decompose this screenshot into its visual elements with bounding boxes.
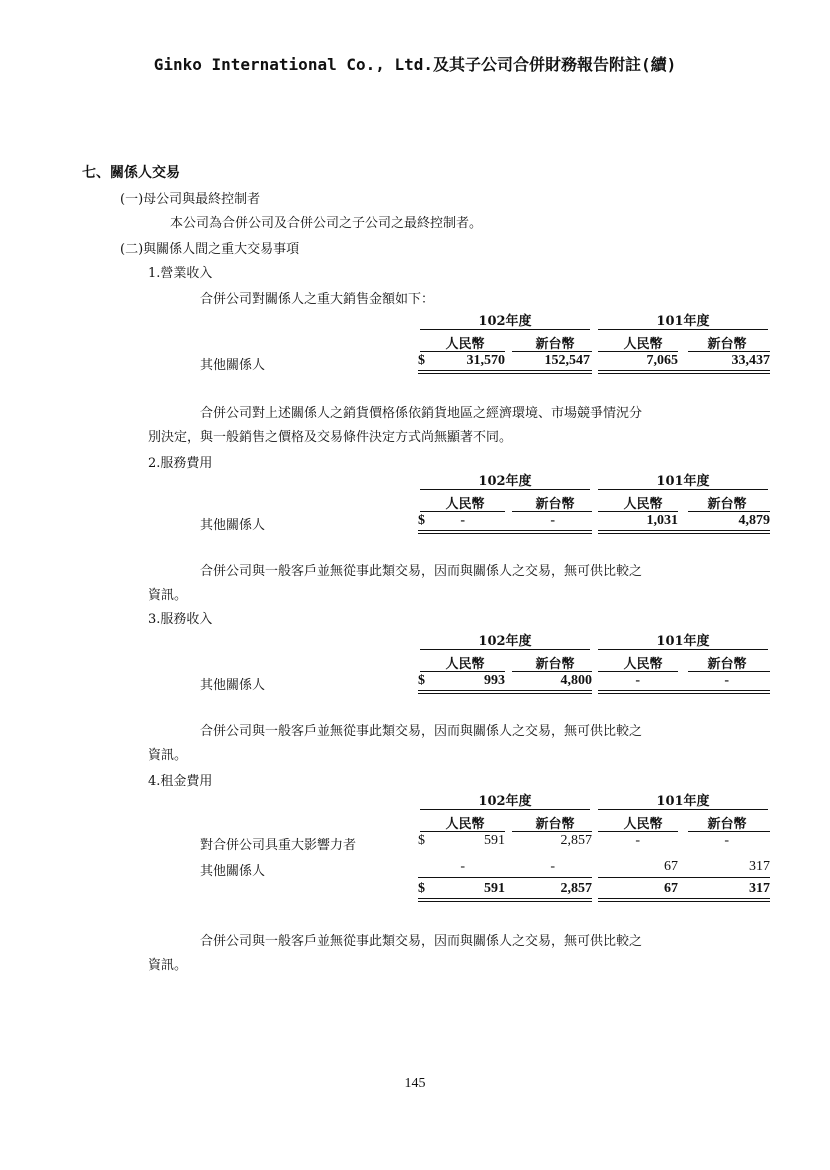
ntd-header: 新台幣 — [535, 337, 575, 352]
ntd-header: 新台幣 — [707, 337, 747, 352]
page-header: Ginko International Co., Ltd.及其子公司合併財務報告附註(續) — [153, 55, 677, 74]
cell-rmb-101: - — [635, 833, 640, 848]
cell-ntd-102: - — [550, 513, 555, 528]
cell-rmb-102: 993 — [484, 673, 505, 688]
cell-rmb-101: - — [635, 673, 640, 688]
rmb-header: 人民幣 — [623, 497, 663, 512]
total-ntd-101: 317 — [749, 881, 770, 896]
ntd-header: 新台幣 — [707, 497, 747, 512]
cell-ntd-101: 317 — [749, 859, 770, 874]
rent-expense-note-line1: 合併公司與一般客戶並無從事此類交易，因而與關係人之交易，無可供比較之 — [200, 934, 643, 949]
service-expense-note-line2: 資訊。 — [148, 588, 188, 603]
year-101-header: 101年度 — [656, 314, 710, 329]
service-income-note-line1: 合併公司與一般客戶並無從事此類交易，因而與關係人之交易，無可供比較之 — [200, 724, 643, 739]
rmb-header: 人民幣 — [445, 817, 485, 832]
cell-rmb-102: - — [460, 513, 465, 528]
cell-ntd-102: 4,800 — [560, 673, 592, 688]
year-102-header: 102年度 — [478, 474, 532, 489]
page-number: 145 — [404, 1076, 426, 1091]
rmb-header: 人民幣 — [623, 657, 663, 672]
total-rmb-101: 67 — [664, 881, 678, 896]
year-101-header: 101年度 — [656, 634, 710, 649]
currency-sign: $ — [418, 881, 425, 896]
parent-heading: (一)母公司與最終控制者 — [120, 192, 261, 207]
cell-ntd-102: 2,857 — [560, 833, 592, 848]
rmb-header: 人民幣 — [623, 817, 663, 832]
total-ntd-102: 2,857 — [560, 881, 592, 896]
rmb-header: 人民幣 — [445, 657, 485, 672]
rmb-header: 人民幣 — [445, 497, 485, 512]
cell-ntd-101: - — [724, 673, 729, 688]
cell-rmb-102: - — [460, 859, 465, 874]
cell-ntd-102: 152,547 — [544, 353, 590, 368]
service-income-note-line2: 資訊。 — [148, 748, 188, 763]
cell-rmb-101: 7,065 — [646, 353, 678, 368]
ntd-header: 新台幣 — [707, 657, 747, 672]
year-101-header: 101年度 — [656, 474, 710, 489]
service-expense-title: 2.服務費用 — [148, 456, 213, 471]
rmb-header: 人民幣 — [623, 337, 663, 352]
year-102-header: 102年度 — [478, 794, 532, 809]
revenue-note-line2: 別決定，與一般銷售之價格及交易條件決定方式尚無顯著不同。 — [148, 430, 513, 445]
year-102-header: 102年度 — [478, 634, 532, 649]
rmb-header: 人民幣 — [445, 337, 485, 352]
revenue-note-line1: 合併公司對上述關係人之銷貨價格係依銷貨地區之經濟環境、市場競爭情況分 — [200, 406, 643, 421]
row-label: 其他關係人 — [200, 518, 266, 533]
ntd-header: 新台幣 — [535, 497, 575, 512]
transactions-heading: (二)與關係人間之重大交易事項 — [120, 242, 300, 257]
ntd-header: 新台幣 — [535, 657, 575, 672]
cell-rmb-101: 1,031 — [646, 513, 678, 528]
row-label: 對合併公司具重大影響力者 — [200, 838, 357, 853]
section-title: 七、關係人交易 — [82, 165, 180, 181]
total-rmb-102: 591 — [484, 881, 505, 896]
year-102-header: 102年度 — [478, 314, 532, 329]
cell-ntd-101: - — [724, 833, 729, 848]
currency-sign: $ — [418, 833, 425, 848]
currency-sign: $ — [418, 513, 425, 528]
cell-ntd-102: - — [550, 859, 555, 874]
service-expense-note-line1: 合併公司與一般客戶並無從事此類交易，因而與關係人之交易，無可供比較之 — [200, 564, 643, 579]
currency-sign: $ — [418, 353, 425, 368]
ntd-header: 新台幣 — [535, 817, 575, 832]
ntd-header: 新台幣 — [707, 817, 747, 832]
cell-rmb-101: 67 — [664, 859, 678, 874]
row-label: 其他關係人 — [200, 864, 266, 879]
service-income-title: 3.服務收入 — [148, 612, 213, 627]
parent-text: 本公司為合併公司及合併公司之子公司之最終控制者。 — [170, 216, 483, 231]
rent-expense-note-line2: 資訊。 — [148, 958, 188, 973]
cell-rmb-102: 31,570 — [466, 353, 505, 368]
currency-sign: $ — [418, 673, 425, 688]
revenue-intro: 合併公司對關係人之重大銷售金額如下： — [200, 292, 435, 307]
row-label: 其他關係人 — [200, 358, 266, 373]
cell-ntd-101: 4,879 — [738, 513, 770, 528]
cell-rmb-102: 591 — [484, 833, 505, 848]
row-label: 其他關係人 — [200, 678, 266, 693]
revenue-title: 1.營業收入 — [148, 266, 213, 281]
rent-expense-title: 4.租金費用 — [148, 774, 213, 789]
cell-ntd-101: 33,437 — [731, 353, 770, 368]
year-101-header: 101年度 — [656, 794, 710, 809]
